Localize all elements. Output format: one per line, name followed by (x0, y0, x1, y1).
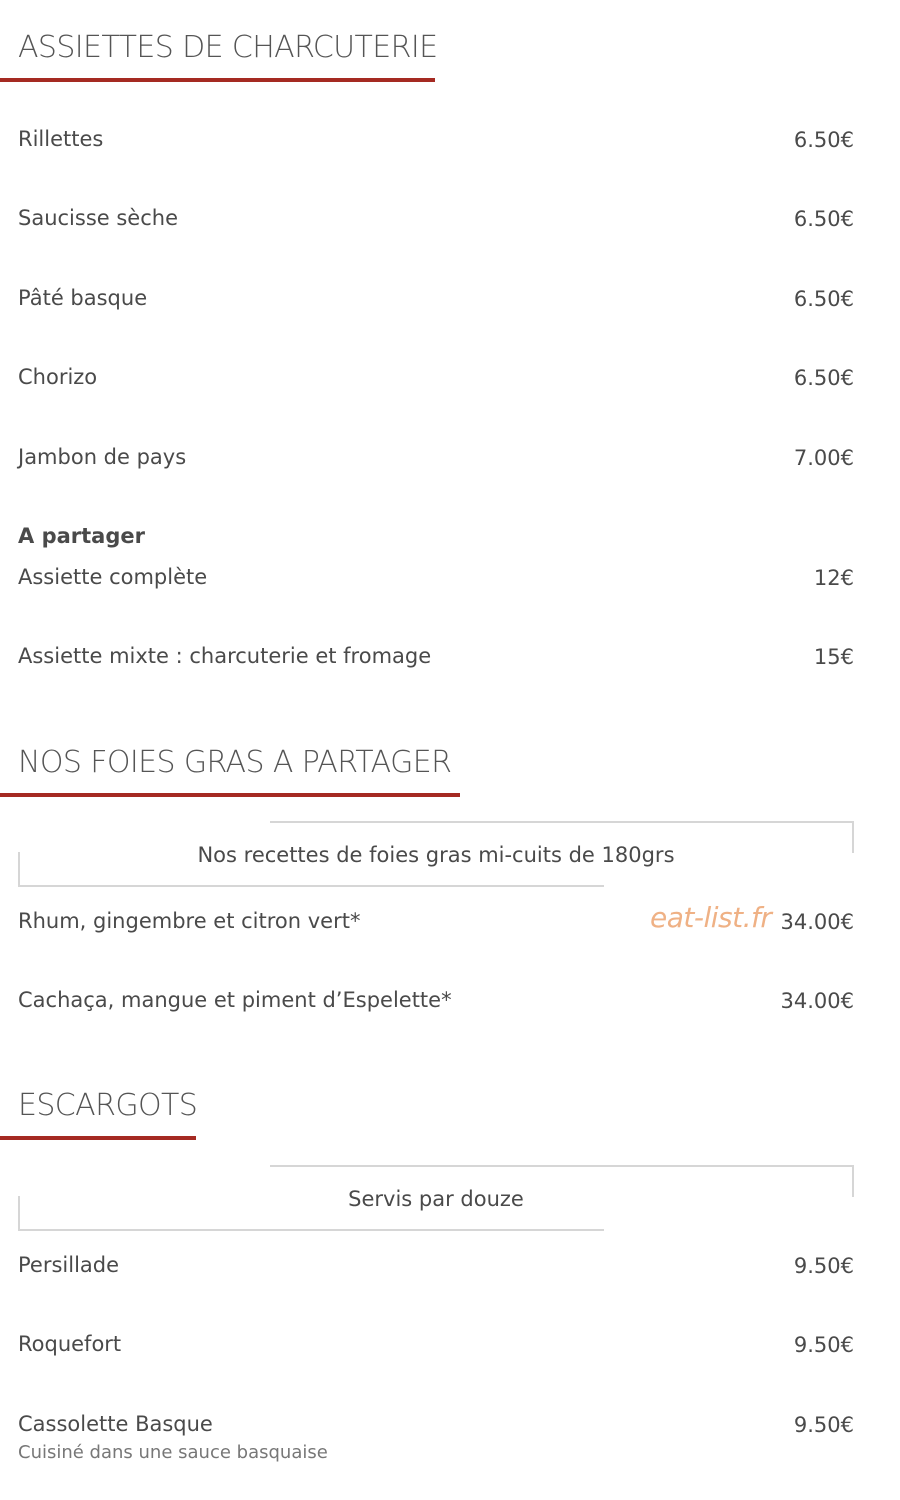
section-underline-escargots (0, 1136, 196, 1140)
menu-item-name: Jambon de pays (18, 445, 187, 469)
menu-item-price: 34.00€ (780, 989, 854, 1013)
menu-item-price: 12€ (813, 566, 854, 590)
menu-item-price: 6.50€ (793, 287, 854, 311)
menu-item-name: Persillade (18, 1253, 120, 1277)
menu-item-price: 7.00€ (793, 446, 854, 470)
menu-item-description: Cuisiné dans une sauce basquaise (18, 1442, 328, 1463)
menu-item-name: Rhum, gingembre et citron vert* (18, 909, 361, 933)
menu-item-name: Cassolette Basque (18, 1412, 213, 1436)
section-underline-charcuterie (0, 78, 435, 82)
note-frame-bottom (18, 1229, 604, 1231)
menu-item-name: Assiette mixte : charcuterie et fromage (18, 644, 432, 668)
section-title-escargots: ESCARGOTS (18, 1088, 198, 1123)
subgroup-heading: A partager (18, 524, 145, 548)
note-frame-bottom (18, 885, 604, 887)
menu-item-price: 34.00€ (780, 910, 854, 934)
menu-item-price: 6.50€ (793, 366, 854, 390)
menu-item-name: Rillettes (18, 127, 104, 151)
menu-item-price: 6.50€ (793, 128, 854, 152)
menu-item-name: Cachaça, mangue et piment d’Espelette* (18, 988, 452, 1012)
menu-item-price: 9.50€ (793, 1333, 854, 1357)
menu-item-price: 9.50€ (793, 1413, 854, 1437)
menu-item-name: Chorizo (18, 365, 98, 389)
section-underline-foies-gras (0, 793, 460, 797)
section-title-charcuterie: ASSIETTES DE CHARCUTERIE (18, 30, 438, 65)
menu-item-price: 6.50€ (793, 207, 854, 231)
section-note-foies-gras: Nos recettes de foies gras mi-cuits de 180grs (197, 843, 675, 867)
menu-item-name: Assiette complète (18, 565, 208, 589)
menu-item-price: 15€ (813, 645, 854, 669)
note-frame-top (270, 821, 854, 823)
section-note-escargots: Servis par douze (348, 1187, 524, 1211)
menu-item-price: 9.50€ (793, 1254, 854, 1278)
note-frame-top (270, 1165, 854, 1167)
watermark-logo: eat-list.fr (650, 901, 772, 934)
menu-item-name: Saucisse sèche (18, 206, 179, 230)
section-title-foies-gras: NOS FOIES GRAS A PARTAGER (18, 745, 452, 780)
menu-item-name: Pâté basque (18, 286, 148, 310)
menu-item-name: Roquefort (18, 1332, 122, 1356)
